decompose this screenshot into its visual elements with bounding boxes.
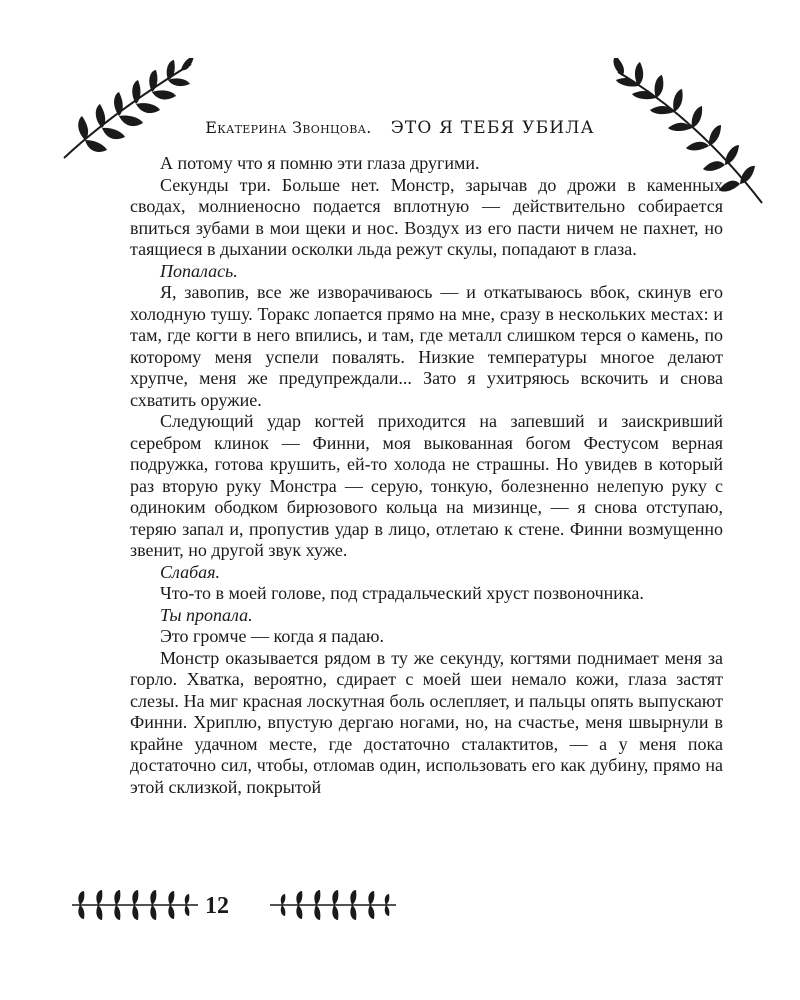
paragraph-italic: Слабая. <box>160 561 220 582</box>
paragraph-italic: Попалась. <box>160 260 238 281</box>
running-head-author: Екатерина Звонцова. <box>205 118 372 137</box>
paragraph: Это громче — когда я падаю. <box>160 626 384 646</box>
running-head-title: ЭТО Я ТЕБЯ УБИЛА <box>390 118 595 138</box>
paragraph: Я, завопив, все же изворачиваюсь — и откатываюсь вбок, скинув его холодную тушу. Торакс лопается прямо на мне, сразу в нескольких местах: и там, где когти в него впились, и там, где металл слишком терся о камень, по которому меня успели повалять. Низкие температуры многое делают хрупче, меня же предупреждали... Зато я ухитряюсь вскочить и снова схватить оружие. <box>130 282 723 410</box>
page-number: 12 <box>205 893 229 919</box>
running-head <box>0 118 800 138</box>
paragraph: Что-то в моей голове, под страдальческий хруст позвоночника. <box>160 583 644 603</box>
paragraph: Секунды три. Больше нет. Монстр, зарычав до дрожи в каменных сводах, молниеносно подается вплотную — действительно собирается впиться зубами в мои щеки и нос. Воздух из его пасти ничем не пахнет, но таящиеся в дыхании осколки льда режут скулы, попадают в глаза. <box>130 174 723 259</box>
paragraph-italic: Ты пропала. <box>160 604 253 625</box>
leaf-branch-left-icon <box>56 58 196 168</box>
body-text <box>130 153 723 798</box>
footer-sprig-left-icon <box>70 887 200 923</box>
paragraph: Следующий удар когтей приходится на запевший и заискривший серебром клинок — Финни, моя выкованная богом Фестусом верная подружка, готова крушить, ей-то холода не страшны. Но увидев в который раз вторую руку Монстра — серую, тонкую, болезненно нелепую руку с одиноким ободком бирюзового кольца на мизинце, — я снова отступаю, теряю запал и, пропустив удар в лицо, отлетаю к стене. Финни возмущенно звенит, но другой звук хуже. <box>130 411 723 560</box>
paragraph: Монстр оказывается рядом в ту же секунду, когтями поднимает меня за горло. Хватка, вероятно, сдирает с моей шеи немало кожи, глаза застят слезы. На миг красная лоскутная боль ослепляет, и пальцы опять выпускают Финни. Хриплю, впустую дергаю ногами, но, на счастье, меня швырнули в крайне удачном месте, где достаточно сталактитов, — а у меня пока достаточно сил, чтобы, отломав один, использовать его как дубину, прямо на этой склизкой, покрытой <box>130 647 723 797</box>
paragraph: А потому что я помню эти глаза другими. <box>160 153 480 173</box>
footer-sprig-right-icon <box>268 887 398 923</box>
